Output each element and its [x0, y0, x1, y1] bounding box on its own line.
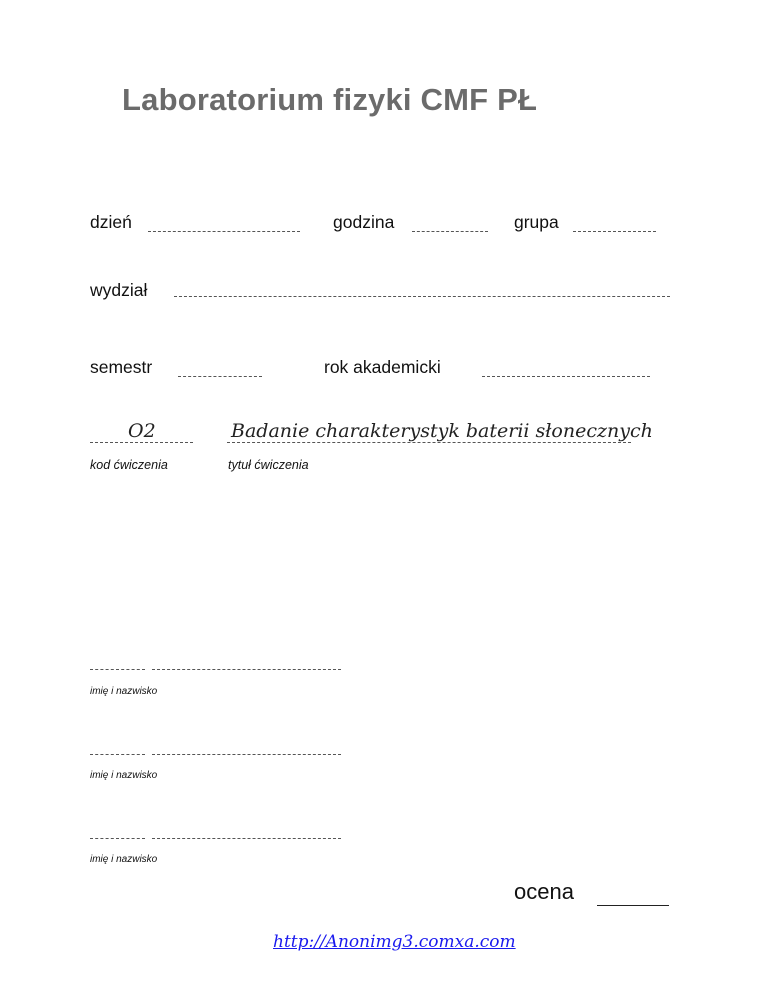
group-field[interactable] — [573, 231, 656, 232]
student-2-lastname-field[interactable] — [152, 754, 341, 755]
semester-field[interactable] — [178, 376, 262, 377]
hour-label: godzina — [333, 212, 395, 232]
day-label: dzień — [90, 212, 132, 232]
student-2-firstname-field[interactable] — [90, 754, 145, 755]
exercise-code-caption: kod ćwiczenia — [90, 458, 168, 472]
student-1-caption: imię i nazwisko — [90, 686, 158, 697]
academic-year-label: rok akademicki — [324, 357, 441, 377]
exercise-title-field[interactable] — [227, 442, 631, 443]
student-3-caption: imię i nazwisko — [90, 854, 158, 865]
student-3-firstname-field[interactable] — [90, 838, 145, 839]
exercise-code-value: O2 — [128, 420, 156, 442]
student-1-lastname-field[interactable] — [152, 669, 341, 670]
hour-field[interactable] — [412, 231, 488, 232]
student-2-caption: imię i nazwisko — [90, 770, 158, 781]
group-label: grupa — [514, 212, 559, 232]
exercise-code-field[interactable] — [90, 442, 193, 443]
student-1-firstname-field[interactable] — [90, 669, 145, 670]
faculty-field[interactable] — [174, 296, 670, 297]
page-title: Laboratorium fizyki CMF PŁ — [122, 82, 538, 117]
exercise-title-caption: tytuł ćwiczenia — [228, 458, 309, 472]
faculty-label: wydział — [90, 280, 148, 300]
academic-year-field[interactable] — [482, 376, 650, 377]
day-field[interactable] — [148, 231, 300, 232]
grade-field[interactable] — [597, 905, 669, 906]
exercise-title-value: Badanie charakterystyk baterii słonecznych — [231, 420, 653, 442]
grade-label: ocena — [514, 879, 574, 904]
student-3-lastname-field[interactable] — [152, 838, 341, 839]
footer-link[interactable]: http://Anonimg3.comxa.com — [273, 932, 516, 952]
semester-label: semestr — [90, 357, 153, 377]
